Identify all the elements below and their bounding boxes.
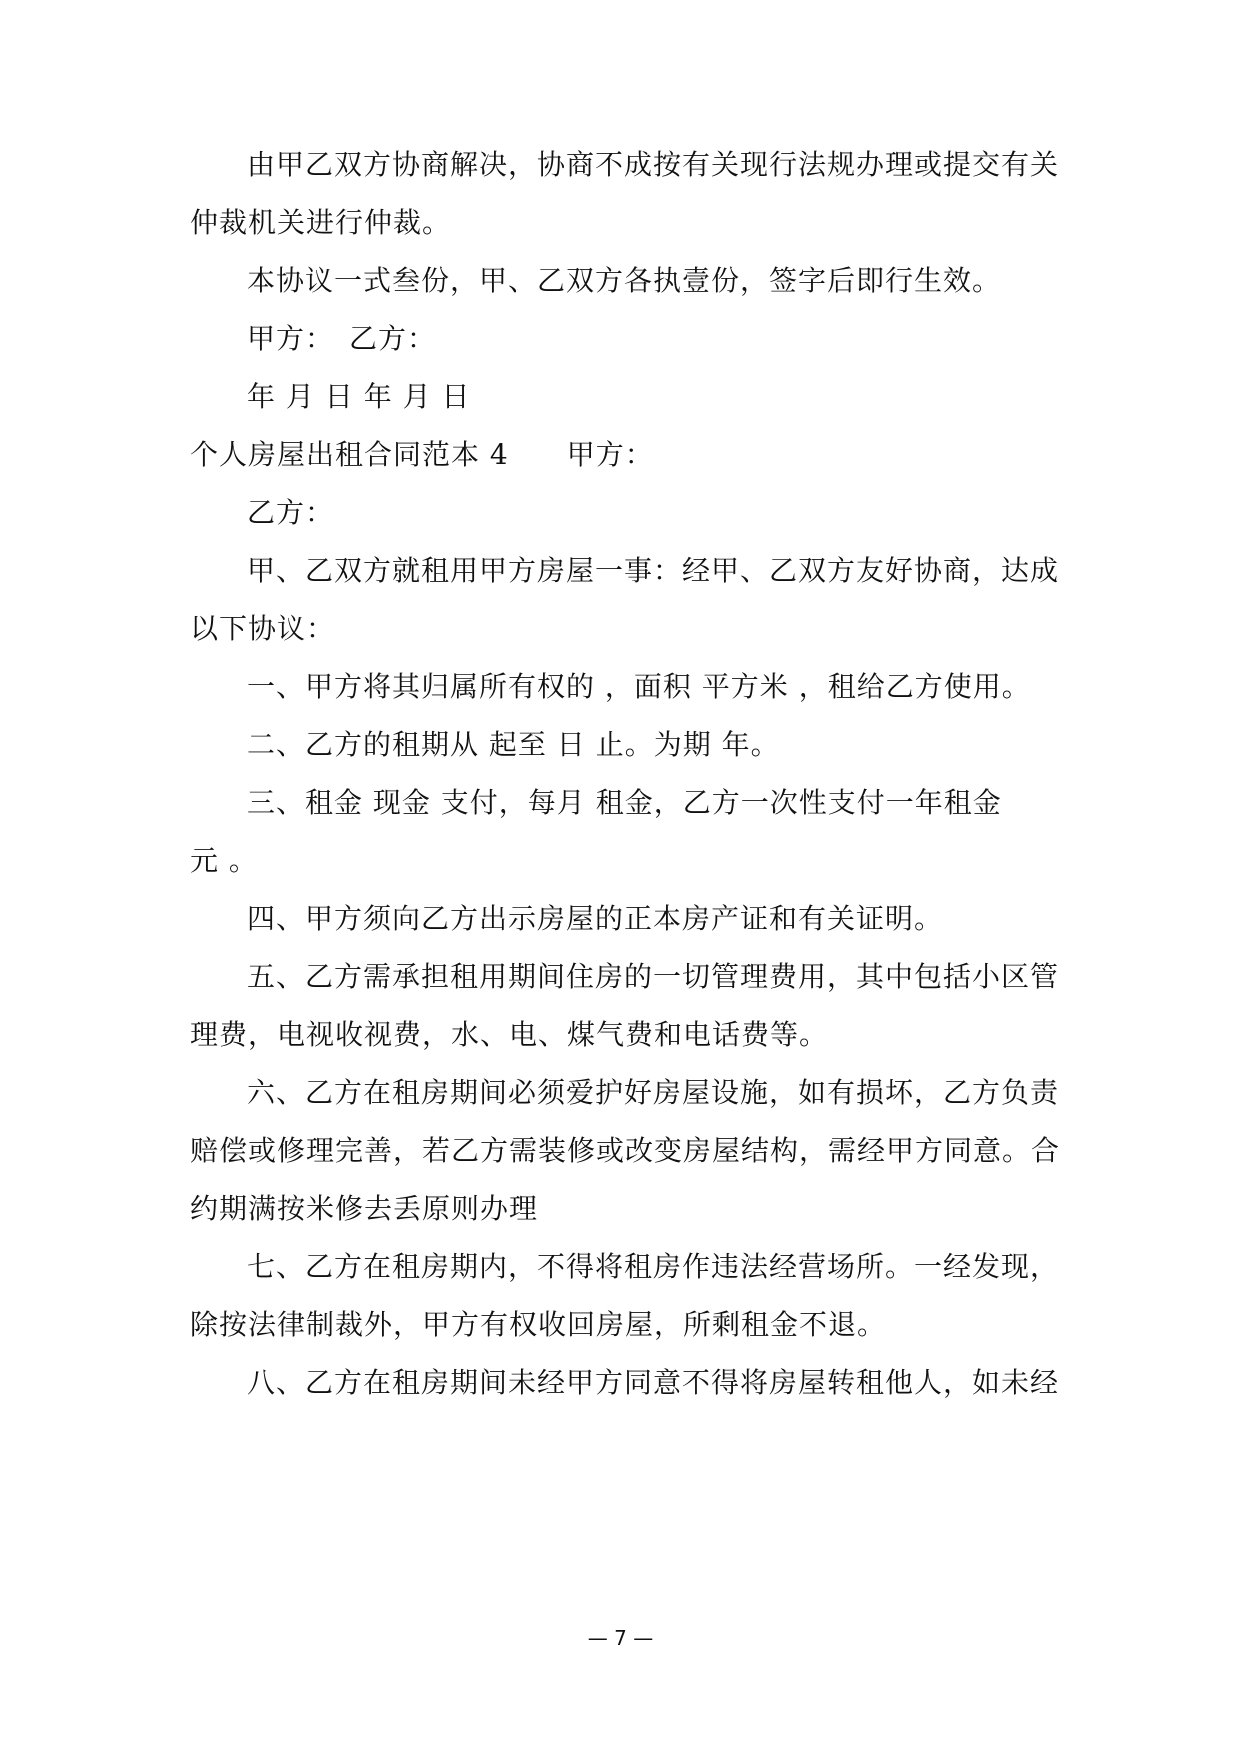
text-line: 赔偿或修理完善，若乙方需装修或改变房屋结构，需经甲方同意。合 [190, 1134, 1061, 1167]
text-line: 本协议一式叁份，甲、乙双方各执壹份，签字后即行生效。 [247, 264, 1002, 297]
text-line: 以下协议： [190, 612, 336, 645]
text-line: 约期满按米修去丢原则办理 [190, 1192, 539, 1225]
clause-4: 四、甲方须向乙方出示房屋的正本房产证和有关证明。 [247, 902, 944, 935]
text-line: 理费，电视收视费，水、电、煤气费和电话费等。 [190, 1018, 829, 1051]
clause-1: 一、甲方将其归属所有权的 ，面积 平方米 ，租给乙方使用。 [247, 670, 1031, 703]
text-line: 除按法律制裁外，甲方有权收回房屋，所剩租金不退。 [190, 1308, 887, 1341]
clause-6: 六、乙方在租房期间必须爱护好房屋设施，如有损坏，乙方负责 [247, 1076, 1060, 1109]
section-heading: 个人房屋出租合同范本 4 甲方： [190, 438, 654, 471]
text-line: 元 。 [190, 844, 258, 877]
signature-line: 甲方： 乙方： [247, 322, 437, 355]
clause-7: 七、乙方在租房期内，不得将租房作违法经营场所。一经发现， [247, 1250, 1060, 1283]
clause-8: 八、乙方在租房期间未经甲方同意不得将房屋转租他人，如未经 [247, 1366, 1060, 1399]
clause-2: 二、乙方的租期从 起至 日 止。为期 年。 [247, 728, 780, 761]
date-line: 年 月 日 年 月 日 [247, 380, 471, 413]
page-number: — 7 — [587, 1626, 654, 1650]
text-line: 甲、乙双方就租用甲方房屋一事：经甲、乙双方友好协商，达成 [247, 554, 1060, 587]
text-line: 乙方： [247, 496, 335, 529]
text-line: 由甲乙双方协商解决，协商不成按有关现行法规办理或提交有关 [247, 148, 1060, 181]
text-line: 仲裁机关进行仲裁。 [190, 206, 452, 239]
clause-3: 三、租金 现金 支付，每月 租金，乙方一次性支付一年租金 [247, 786, 1002, 819]
clause-5: 五、乙方需承担租用期间住房的一切管理费用，其中包括小区管 [247, 960, 1060, 993]
